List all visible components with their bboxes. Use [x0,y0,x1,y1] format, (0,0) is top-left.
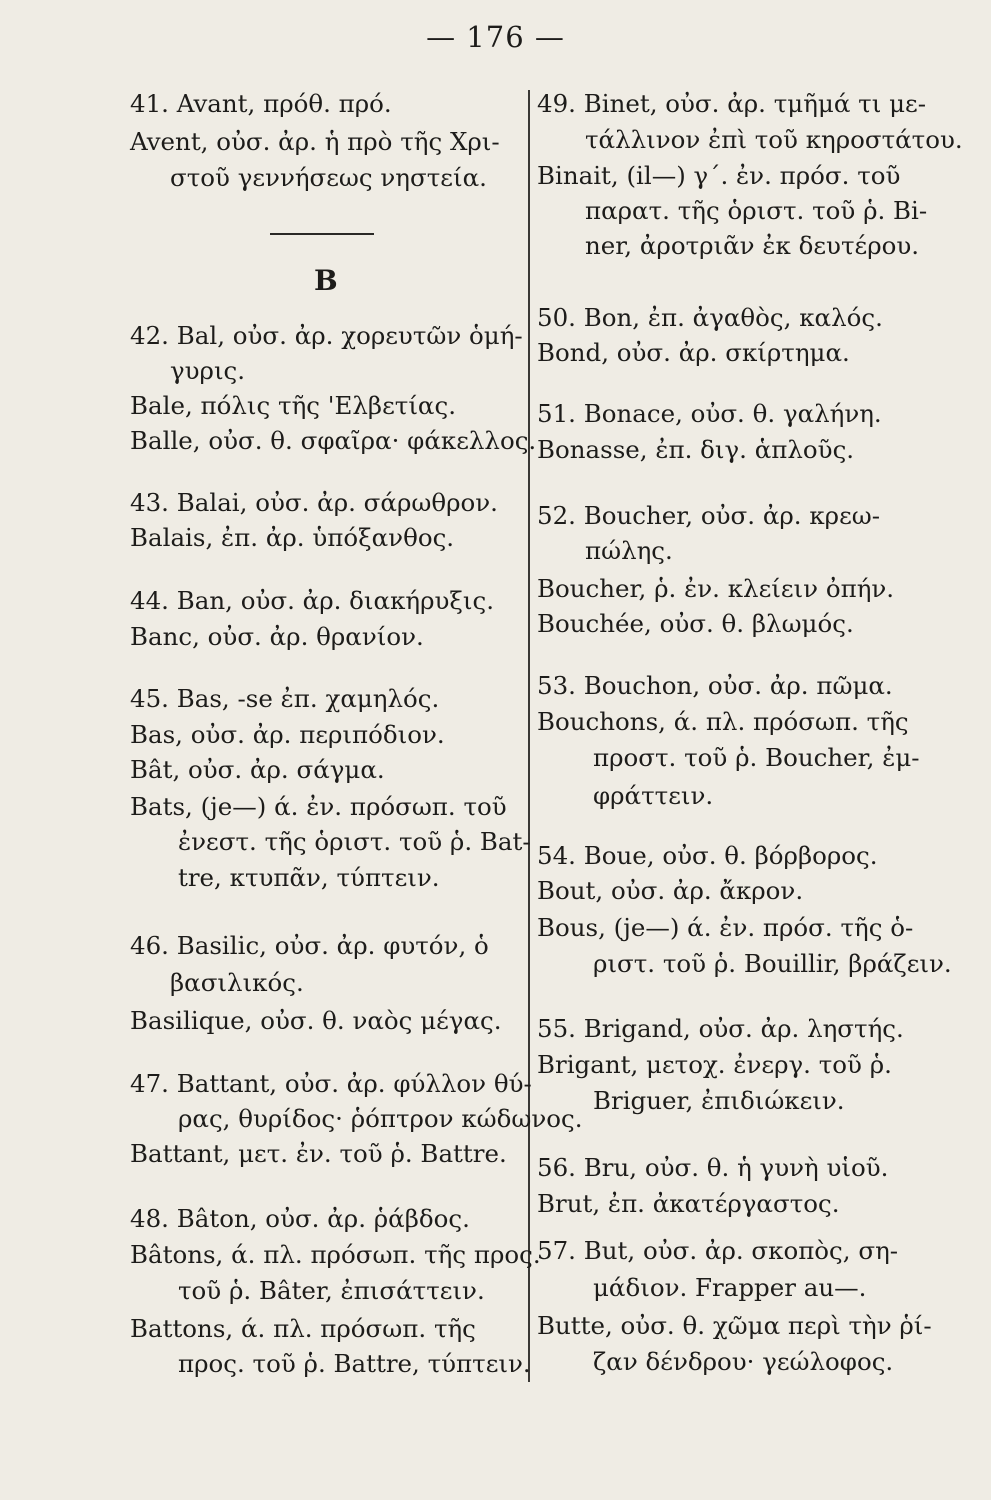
entry-line: 46. Basilic, οὐσ. ἀρ. φυτόν, ὁ [130,931,489,960]
entry-line: 41. Avant, πρόθ. πρό. [130,89,392,118]
entry-line: Banc, οὐσ. ἀρ. θρανίον. [130,622,424,651]
entry-line: Balle, οὐσ. θ. σφαῖρα· φάκελλος. [130,426,537,455]
entry-line: στοῦ γεννήσεως νηστεία. [170,163,487,192]
entry-line: 54. Boue, οὐσ. θ. βόρβορος. [537,841,878,870]
entry-line: 47. Battant, οὐσ. ἀρ. φύλλον θύ- [130,1069,532,1098]
entry-line: Battant, μετ. ἐν. τοῦ ῥ. Battre. [130,1139,507,1168]
entry-line: Battons, ά. πλ. πρόσωπ. τῆς [130,1314,476,1343]
entry-line: tre, κτυπᾶν, τύπτειν. [178,863,440,892]
entry-line: 45. Bas, -se ἐπ. χαμηλός. [130,684,440,713]
section-rule [270,233,374,235]
entry-line: Binait, (il—) γ΄. ἐν. πρόσ. τοῦ [537,161,901,190]
section-letter: B [314,264,338,297]
entry-line: Bas, οὐσ. ἀρ. περιπόδιον. [130,720,445,749]
entry-line: προστ. τοῦ ῥ. Boucher, ἐμ- [593,743,920,772]
entry-line: 44. Ban, οὐσ. ἀρ. διακήρυξις. [130,586,494,615]
entry-line: Bonasse, ἐπ. διγ. ἁπλοῦς. [537,435,855,464]
entry-line: ζαν δένδρου· γεώλοφος. [593,1347,894,1376]
entry-line: Basilique, οὐσ. θ. ναὸς μέγας. [130,1006,502,1035]
entry-line: Butte, οὐσ. θ. χῶμα περὶ τὴν ῥί- [537,1311,932,1340]
entry-line: βασιλικός. [170,968,304,997]
entry-line: 57. But, οὐσ. ἀρ. σκοπὸς, ση- [537,1236,899,1265]
entry-line: Avent, οὐσ. ἀρ. ἡ πρὸ τῆς Χρι- [130,127,500,156]
entry-line: 56. Bru, οὐσ. θ. ἡ γυνὴ υἱοῦ. [537,1153,889,1182]
entry-line: 52. Boucher, οὐσ. ἀρ. κρεω- [537,501,881,530]
entry-line: παρατ. τῆς ὁριστ. τοῦ ῥ. Bi- [585,196,928,225]
entry-line: προς. τοῦ ῥ. Battre, τύπτειν. [178,1349,531,1378]
entry-line: ἐνεστ. τῆς ὁριστ. τοῦ ῥ. Bat- [178,827,531,856]
entry-line: 50. Bon, ἐπ. ἀγαθὸς, καλός. [537,303,883,332]
entry-line: μάδιον. Frapper au—. [593,1273,867,1302]
entry-line: φράττειν. [593,781,714,810]
entry-line: Bât, οὐσ. ἀρ. σάγμα. [130,755,385,784]
entry-line: 48. Bâton, οὐσ. ἀρ. ῥάβδος. [130,1204,470,1233]
column-divider [528,90,530,1382]
entry-line: Brut, ἐπ. ἀκατέργαστος. [537,1189,840,1218]
entry-line: Bâtons, ά. πλ. πρόσωπ. τῆς προς. [130,1240,541,1269]
entry-line: 51. Bonace, οὐσ. θ. γαλήνη. [537,399,882,428]
entry-line: Bouchée, οὐσ. θ. βλωμός. [537,609,854,638]
entry-line: ner, ἀροτριᾶν ἐκ δευτέρου. [585,231,920,260]
entry-line: 49. Binet, οὐσ. ἀρ. τμῆμά τι με- [537,89,927,118]
entry-line: ρας, θυρίδος· ῥόπτρον κώδωνος. [178,1104,583,1133]
entry-line: τοῦ ῥ. Bâter, ἐπισάττειν. [178,1276,485,1305]
entry-line: 53. Bouchon, οὐσ. ἀρ. πῶμα. [537,671,893,700]
entry-line: Bous, (je—) ά. ἐν. πρόσ. τῆς ὁ- [537,913,914,942]
entry-line: πώλης. [585,536,673,565]
entry-line: Brigant, μετοχ. ἐνεργ. τοῦ ῥ. [537,1050,892,1079]
entry-line: Bale, πόλις τῆς 'Ελβετίας. [130,391,456,420]
entry-line: γυρις. [170,356,246,385]
entry-line: Bats, (je—) ά. ἐν. πρόσωπ. τοῦ [130,792,507,821]
entry-line: Bond, οὐσ. ἀρ. σκίρτημα. [537,338,850,367]
entry-line: Boucher, ῥ. ἐν. κλείειν ὀπήν. [537,574,895,603]
entry-line: τάλλινον ἐπὶ τοῦ κηροστάτου. [585,125,963,154]
entry-line: 42. Bal, οὐσ. ἀρ. χορευτῶν ὁμή- [130,321,523,350]
entry-line: ριστ. τοῦ ῥ. Bouillir, βράζειν. [593,949,952,978]
entry-line: Bouchons, ά. πλ. πρόσωπ. τῆς [537,707,909,736]
entry-line: 43. Balai, οὐσ. ἀρ. σάρωθρον. [130,488,498,517]
page-number: — 176 — [426,20,565,54]
entry-line: Bout, οὐσ. ἀρ. ἄκρον. [537,876,804,905]
entry-line: Briguer, ἐπιδιώκειν. [593,1086,845,1115]
entry-line: 55. Brigand, οὐσ. ἀρ. ληστής. [537,1014,904,1043]
entry-line: Balais, ἐπ. ἀρ. ὑπόξανθος. [130,523,455,552]
